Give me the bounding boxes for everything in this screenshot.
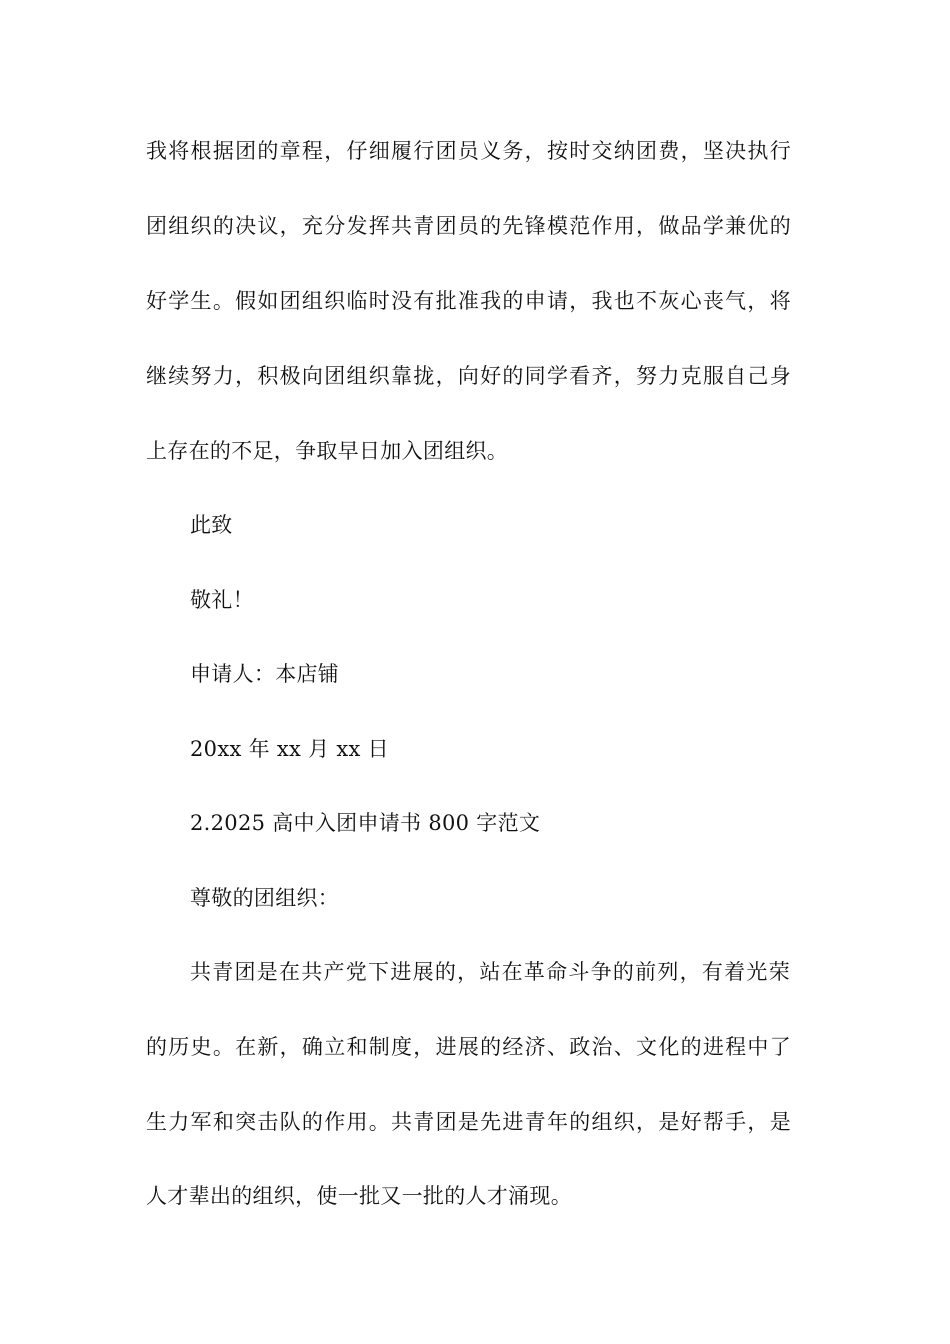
- applicant-line: 申请人：本店铺: [190, 662, 340, 686]
- paragraph-2-line-2: 的历史。在新，确立和制度，进展的经济、政治、文化的进程中了: [146, 1035, 791, 1059]
- paragraph-2-line-1: 共青团是在共产党下进展的，站在革命斗争的前列，有着光荣: [190, 960, 790, 984]
- date-line: 20xx 年 xx 月 xx 日: [190, 737, 389, 761]
- paragraph-2-line-3: 生力军和突击队的作用。共青团是先进青年的组织，是好帮手，是: [146, 1110, 791, 1134]
- paragraph-1-line-1: 我将根据团的章程，仔细履行团员义务，按时交纳团费，坚决执行: [146, 139, 791, 163]
- greeting-line: 尊敬的团组织：: [190, 886, 340, 910]
- closing-text: 此致: [190, 513, 233, 537]
- section-title: 2.2025 高中入团申请书 800 字范文: [190, 811, 541, 835]
- salute-text: 敬礼！: [190, 588, 254, 612]
- paragraph-1-line-5: 上存在的不足，争取早日加入团组织。: [146, 439, 509, 463]
- paragraph-2-line-4: 人才辈出的组织，使一批又一批的人才涌现。: [146, 1184, 572, 1208]
- paragraph-1-line-2: 团组织的决议，充分发挥共青团员的先锋模范作用，做品学兼优的: [146, 214, 791, 238]
- paragraph-1-line-3: 好学生。假如团组织临时没有批准我的申请，我也不灰心丧气，将: [146, 289, 791, 313]
- paragraph-1-line-4: 继续努力，积极向团组织靠拢，向好的同学看齐，努力克服自己身: [146, 364, 791, 388]
